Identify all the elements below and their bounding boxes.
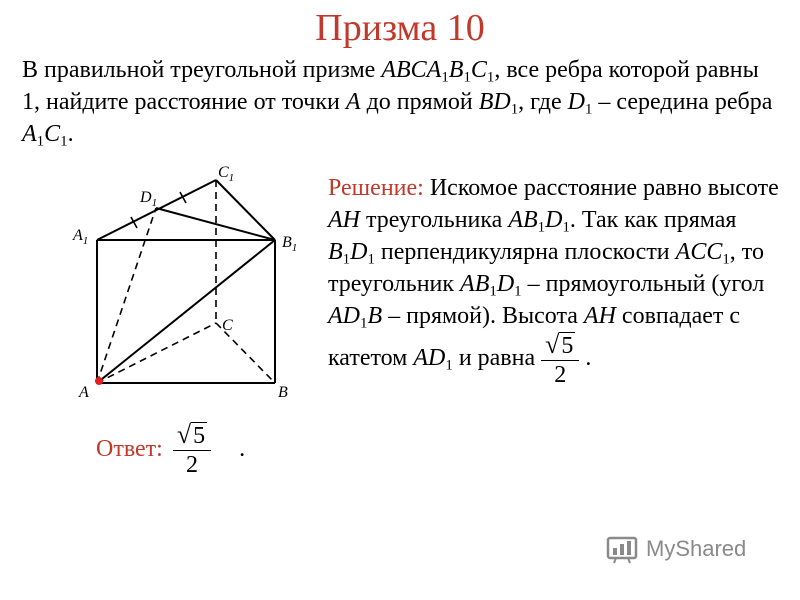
prism-diagram (60, 155, 310, 405)
label-A: A (79, 384, 89, 401)
solution-text: Решение: Искомое расстояние равно высоте AH треугольника $AB_1D_1$. Так как прямая $B_1D_1$ перпендикулярна плоскости $ACC_1$, то треугольник $AB_1D_1$ – прямоугольный (угол $AD_1B$ – прямой). Высота AH совпадает с катетом $AD_1$ и равна $\frac{√5}{2}$ . (328, 175, 779, 388)
edge-A1-C1 (97, 180, 216, 240)
answer-fraction: $\frac{√5}{2}$ (173, 422, 211, 477)
label-A1: $A_1$ (73, 227, 89, 247)
answer: Ответ: $\frac{√5}{2}$ . (96, 420, 246, 478)
label-B1: $B_1$ (282, 234, 298, 254)
segment-D1-B1 (156, 208, 275, 240)
myshared-logo (606, 534, 746, 564)
slide-title: Призма 10 (315, 7, 485, 49)
segment-A-B1 (97, 240, 275, 383)
label-C: C (222, 317, 233, 334)
label-C1: $C_1$ (218, 164, 235, 184)
solution-label: Решение: (328, 175, 424, 201)
problem-statement: В правильной треугольной призме $ABCA_1B_1C_1$, все ребра которой равны 1, найдите расстояние от точки A до прямой $BD_1$, где $D_1$ – середина ребра $A_1C_1$. (22, 57, 773, 150)
edge-C1-B1 (216, 180, 275, 240)
hidden-segment-A-D1 (97, 208, 156, 383)
point-A (95, 377, 103, 385)
label-D1: $D_1$ (140, 189, 158, 209)
answer-label: Ответ: (96, 436, 163, 462)
logo-text: MyShared (646, 536, 747, 561)
label-B: B (278, 384, 288, 401)
solution-fraction: $\frac{√5}{2}$ (541, 332, 579, 387)
chart-logo-icon (606, 534, 640, 564)
